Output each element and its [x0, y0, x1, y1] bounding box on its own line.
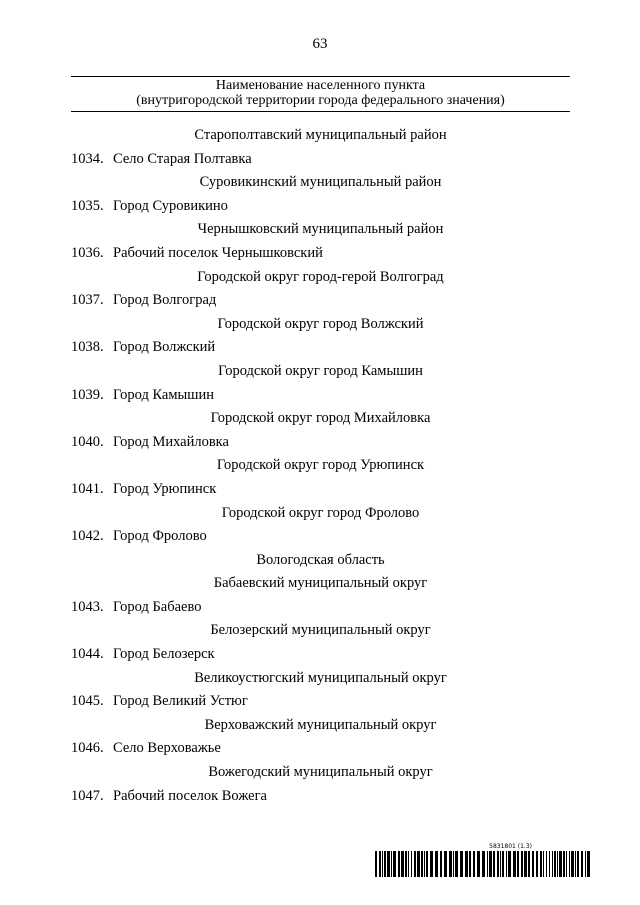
list-item: [71, 690, 570, 714]
section-heading: Городской округ город-герой Волгоград: [197, 268, 444, 285]
barcode-caption: 5831801 (1.3): [489, 843, 532, 850]
item-number: 1044.: [71, 646, 104, 663]
list-item: [71, 737, 570, 761]
table-header: [71, 78, 570, 108]
item-number: 1042.: [71, 528, 104, 545]
item-name: Город Урюпинск: [113, 480, 217, 497]
section-heading: Вожегодский муниципальный округ: [208, 764, 433, 781]
item-name: Село Старая Полтавка: [113, 150, 252, 167]
header-line-1: Наименование населенного пункта: [215, 78, 426, 93]
section-heading: Великоустюгский муниципальный округ: [194, 669, 447, 686]
item-name: Город Волгоград: [113, 292, 217, 309]
barcode: [375, 840, 590, 880]
header-top-rule: [71, 76, 570, 77]
item-name: Город Волжский: [113, 339, 216, 356]
section-heading: Верховажский муниципальный округ: [204, 716, 437, 733]
section-heading: Городской округ город Михайловка: [210, 410, 431, 427]
settlement-list: [71, 124, 570, 808]
section-heading: Суровикинский муниципальный район: [199, 174, 442, 191]
item-name: Рабочий поселок Чернышковский: [113, 244, 323, 261]
section-heading: Городской округ город Урюпинск: [216, 457, 425, 474]
item-name: Город Великий Устюг: [113, 693, 248, 710]
item-number: 1040.: [71, 433, 104, 450]
item-number: 1045.: [71, 693, 104, 710]
item-number: 1043.: [71, 598, 104, 615]
list-item: [71, 336, 570, 360]
section-heading: Городской округ город Волжский: [217, 315, 424, 332]
section-heading: Старополтавский муниципальный район: [194, 127, 447, 143]
item-name: Город Камышин: [113, 386, 214, 403]
list-item: [71, 596, 570, 620]
item-name: Город Михайловка: [113, 433, 229, 450]
header-bottom-rule: [71, 111, 570, 112]
section-heading: Городской округ город Фролово: [221, 504, 420, 521]
list-item: [71, 148, 570, 172]
section-heading: Чернышковский муниципальный район: [197, 221, 444, 238]
section-heading: Белозерский муниципальный округ: [210, 622, 431, 639]
item-number: 1039.: [71, 386, 104, 403]
item-number: 1035.: [71, 197, 104, 214]
section-heading: Бабаевский муниципальный округ: [213, 575, 428, 592]
item-name: Город Бабаево: [113, 598, 202, 615]
section-heading: Вологодская область: [256, 551, 385, 568]
item-name: Город Суровикино: [113, 197, 228, 214]
list-item: [71, 785, 570, 809]
page-number: 63: [312, 36, 328, 52]
header-line-2: (внутригородской территории города федерального значения): [136, 93, 505, 108]
list-item: [71, 195, 570, 219]
item-number: 1034.: [71, 150, 104, 167]
list-item: [71, 431, 570, 455]
item-number: 1038.: [71, 339, 104, 356]
item-name: Село Верховажье: [113, 740, 221, 757]
item-number: 1036.: [71, 244, 104, 261]
item-name: Рабочий поселок Вожега: [113, 787, 267, 804]
item-number: 1046.: [71, 740, 104, 757]
item-number: 1041.: [71, 480, 104, 497]
list-item: [71, 289, 570, 313]
item-name: Город Белозерск: [113, 646, 215, 663]
list-item: [71, 643, 570, 667]
item-number: 1047.: [71, 787, 104, 804]
list-item: [71, 242, 570, 266]
barcode-icon: [375, 851, 590, 877]
list-item: [71, 384, 570, 408]
section-heading: Городской округ город Камышин: [218, 362, 423, 379]
item-name: Город Фролово: [113, 528, 207, 545]
item-number: 1037.: [71, 292, 104, 309]
list-item: [71, 525, 570, 549]
list-item: [71, 478, 570, 502]
